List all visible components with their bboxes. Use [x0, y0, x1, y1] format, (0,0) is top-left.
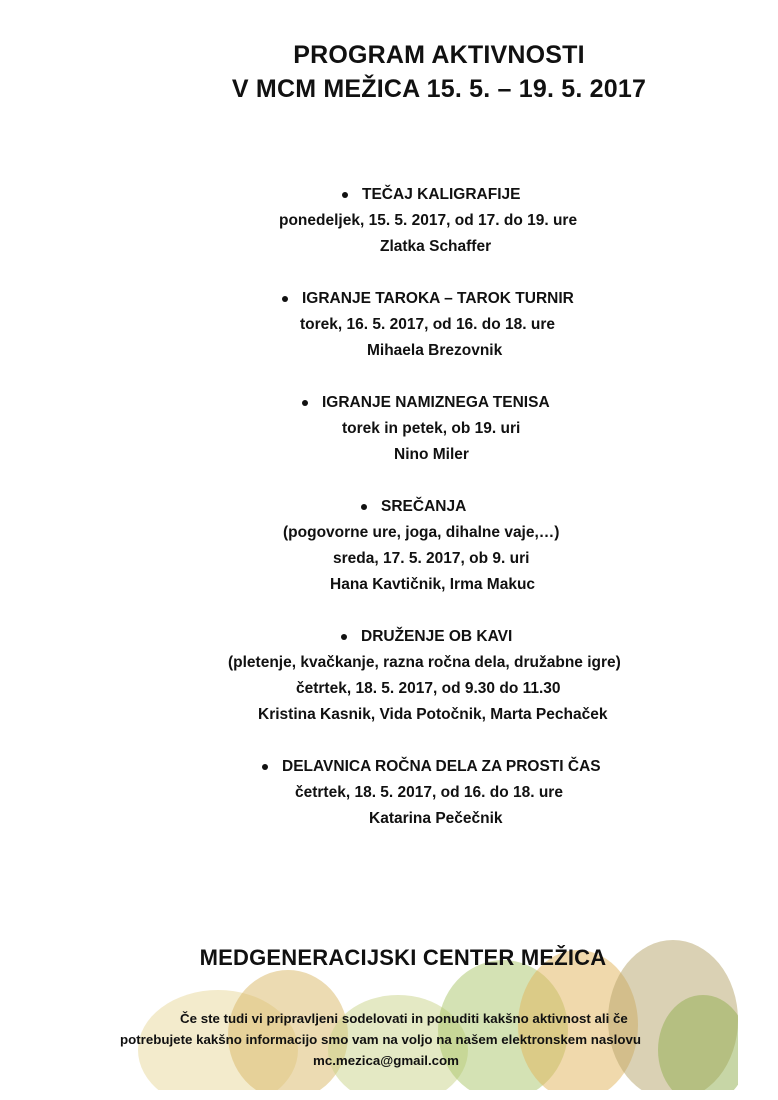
event-name: IGRANJE TAROKA – TAROK TURNIR — [302, 290, 574, 307]
event-name: DRUŽENJE OB KAVI — [361, 628, 513, 645]
event-detail: (pletenje, kvačkanje, razna ročna dela, družabne igre) — [228, 654, 621, 671]
bullet-dot-icon — [262, 764, 268, 770]
footer-note-line-1: Če ste tudi vi pripravljeni sodelovati in ponuditi kakšno aktivnost ali če — [180, 1011, 628, 1026]
bullet-dot-icon — [342, 192, 348, 198]
event-when: ponedeljek, 15. 5. 2017, od 17. do 19. ure — [279, 212, 578, 229]
event-when: četrtek, 18. 5. 2017, od 9.30 do 11.30 — [296, 680, 561, 697]
event-when: torek, 16. 5. 2017, od 16. do 18. ure — [300, 316, 556, 333]
event-who: Zlatka Schaffer — [380, 238, 492, 255]
event-heading — [361, 494, 466, 520]
event-heading — [342, 182, 520, 208]
event-name: SREČANJA — [381, 498, 467, 515]
bullet-dot-icon — [361, 504, 367, 510]
event-name: DELAVNICA ROČNA DELA ZA PROSTI ČAS — [282, 758, 601, 775]
event-heading — [302, 390, 550, 416]
event-who: Kristina Kasnik, Vida Potočnik, Marta Pechaček — [258, 706, 608, 723]
page-title-line-2: V MCM MEŽICA 15. 5. – 19. 5. 2017 — [231, 75, 647, 103]
contact-email[interactable]: mc.mezica@gmail.com — [313, 1053, 459, 1068]
event-name: IGRANJE NAMIZNEGA TENISA — [322, 394, 550, 411]
center-name: MEDGENERACIJSKI CENTER MEŽICA — [199, 945, 607, 970]
bullet-dot-icon — [282, 296, 288, 302]
event-when: sreda, 17. 5. 2017, ob 9. uri — [333, 550, 530, 567]
event-heading — [341, 624, 512, 650]
event-who: Hana Kavtičnik, Irma Makuc — [330, 576, 536, 593]
page-title-line-1: PROGRAM AKTIVNOSTI — [293, 41, 585, 69]
event-who: Katarina Pečečnik — [369, 810, 503, 827]
event-heading — [262, 754, 601, 780]
bullet-dot-icon — [341, 634, 347, 640]
event-who: Mihaela Brezovnik — [367, 342, 503, 359]
event-detail: (pogovorne ure, joga, dihalne vaje,…) — [283, 524, 560, 541]
event-who: Nino Miler — [394, 446, 469, 463]
event-heading — [282, 286, 574, 312]
footer-note-line-2: potrebujete kakšno informacijo smo vam na voljo na našem elektronskem naslovu — [120, 1032, 641, 1047]
event-when: torek in petek, ob 19. uri — [342, 420, 521, 437]
event-when: četrtek, 18. 5. 2017, od 16. do 18. ure — [295, 784, 563, 801]
bullet-dot-icon — [302, 400, 308, 406]
event-name: TEČAJ KALIGRAFIJE — [362, 186, 521, 203]
